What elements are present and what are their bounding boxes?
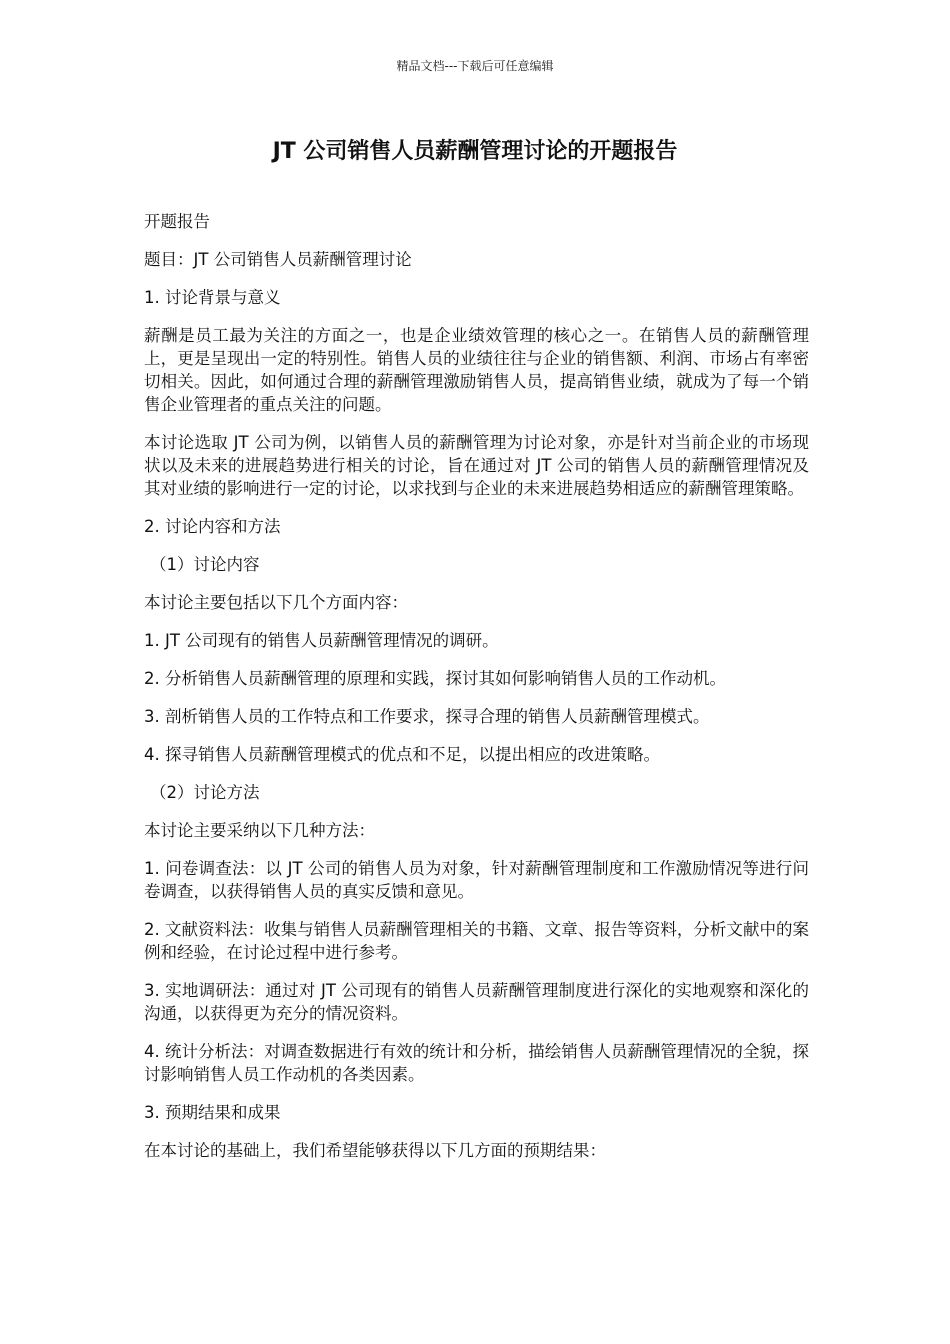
paragraph-expected-results-intro: 在本讨论的基础上，我们希望能够获得以下几方面的预期结果： — [144, 1141, 606, 1160]
list-item-content-3: 3. 剖析销售人员的工作特点和工作要求，探寻合理的销售人员薪酬管理模式。 — [144, 707, 710, 726]
list-item-method-3: 3. 实地调研法：通过对 JT 公司现有的销售人员薪酬管理制度进行深化的实地观察和深化的沟通，以获得更为充分的情况资料。 — [144, 981, 809, 1023]
subsection-heading-content: （1）讨论内容 — [150, 555, 260, 574]
list-item-content-4: 4. 探寻销售人员薪酬管理模式的优点和不足，以提出相应的改进策略。 — [144, 745, 660, 764]
document-body — [144, 210, 809, 1177]
paragraph-methods-intro: 本讨论主要采纳以下几种方法： — [144, 821, 375, 840]
list-item-method-4: 4. 统计分析法：对调查数据进行有效的统计和分析，描绘销售人员薪酬管理情况的全貌，探讨影响销售人员工作动机的各类因素。 — [144, 1042, 809, 1084]
paragraph-background: 薪酬是员工最为关注的方面之一，也是企业绩效管理的核心之一。在销售人员的薪酬管理上，更是呈现出一定的特别性。销售人员的业绩往往与企业的销售额、利润、市场占有率密切相关。因此，如何通过合理的薪酬管理激励销售人员，提高销售业绩，就成为了每一个销售企业管理者的重点关注的问题。 — [144, 326, 809, 414]
header-watermark: 精品文档---下载后可任意编辑 — [396, 59, 554, 73]
document-title: JT 公司销售人员薪酬管理讨论的开题报告 — [272, 139, 678, 164]
section-heading-content-methods: 2. 讨论内容和方法 — [144, 517, 281, 536]
paragraph-case-selection: 本讨论选取 JT 公司为例，以销售人员的薪酬管理为讨论对象，亦是针对当前企业的市场现状以及未来的进展趋势进行相关的讨论，旨在通过对 JT 公司的销售人员的薪酬管理情况及其对业绩的影响进行一定的讨论，以求找到与企业的未来进展趋势相适应的薪酬管理策略。 — [144, 433, 809, 498]
list-item-content-2: 2. 分析销售人员薪酬管理的原理和实践，探讨其如何影响销售人员的工作动机。 — [144, 669, 726, 688]
list-item-method-2: 2. 文献资料法：收集与销售人员薪酬管理相关的书籍、文章、报告等资料，分析文献中的案例和经验，在讨论过程中进行参考。 — [144, 920, 809, 962]
section-heading-expected-results: 3. 预期结果和成果 — [144, 1103, 281, 1122]
paragraph-topic: 题目：JT 公司销售人员薪酬管理讨论 — [144, 250, 412, 269]
list-item-content-1: 1. JT 公司现有的销售人员薪酬管理情况的调研。 — [144, 631, 499, 650]
list-item-method-1: 1. 问卷调查法：以 JT 公司的销售人员为对象，针对薪酬管理制度和工作激励情况等进行问卷调查，以获得销售人员的真实反馈和意见。 — [144, 859, 809, 901]
paragraph-content-intro: 本讨论主要包括以下几个方面内容： — [144, 593, 408, 612]
paragraph-report-label: 开题报告 — [144, 212, 210, 231]
subsection-heading-methods: （2）讨论方法 — [150, 783, 260, 802]
section-heading-background: 1. 讨论背景与意义 — [144, 288, 281, 307]
